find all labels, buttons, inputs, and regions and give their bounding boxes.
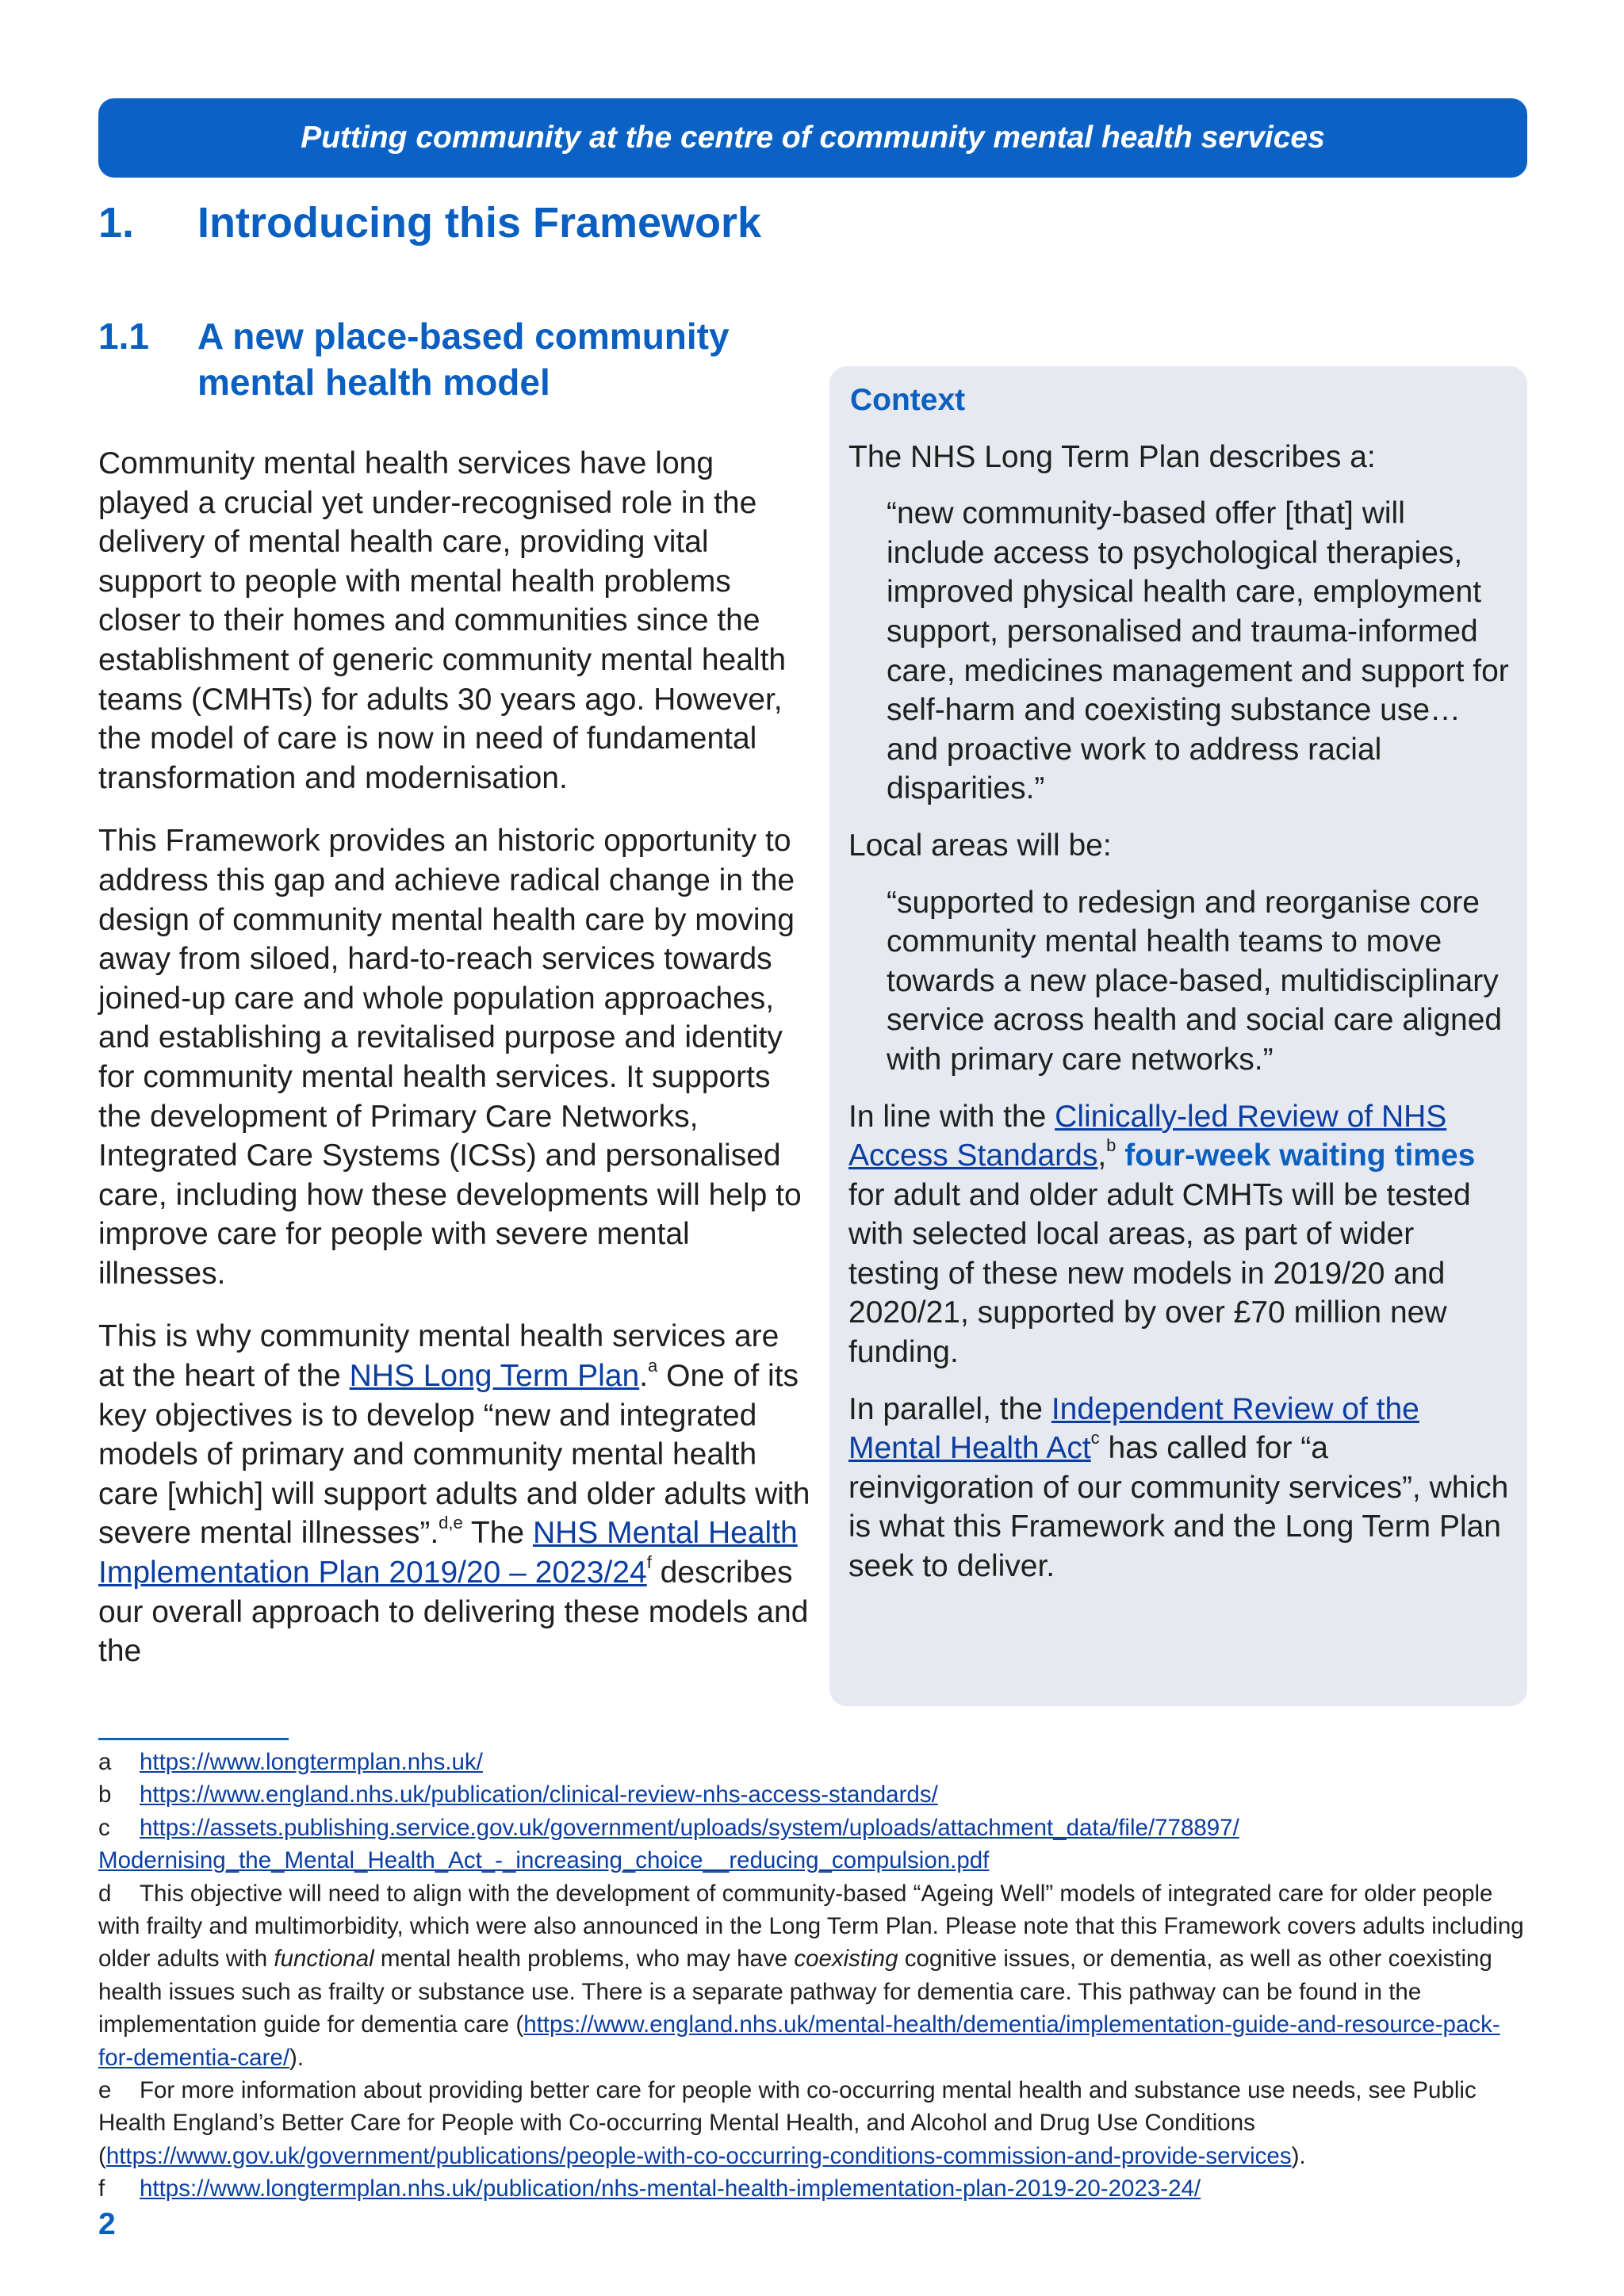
footnote-e-link[interactable]: https://www.gov.uk/government/publications/people-with-co-occurring-conditions-commission-and-provide-services — [105, 2142, 1292, 2169]
footnote-f: f https://www.longtermplan.nhs.uk/publication/nhs-mental-health-implementation-plan-2019-20-2023-24/ — [98, 2175, 1201, 2202]
footnote-e: e For more information about providing better care for people with co-occurring mental health and substance use needs, see Public Health England’s Better Care for People with Co-occurring Mental Health, and Alcohol and Drug Use Conditions (https://www.gov.uk/government/publications/people-with-co-occurring-conditions-commission-and-provide-services). — [98, 2077, 1477, 2169]
paragraph-2: This Framework provides an historic opportunity to address this gap and achieve radical change in the design of community mental health care by moving away from siloed, hard-to-reach services towards joined-up care and whole population approaches, and establishing a revitalised purpose and identity for community mental health services. It supports the development of Primary Care Networks, Integrated Care Systems (ICSs) and personalised care, including how these developments will help to improve care for people with severe mental illnesses. — [98, 824, 802, 1291]
footnote-ref-a: a — [648, 1356, 658, 1376]
nhs-long-term-plan-link[interactable]: NHS Long Term Plan — [349, 1359, 640, 1394]
header-banner — [98, 98, 1527, 178]
subsection-number: 1.1 — [98, 316, 149, 357]
context-quote-1: “new community-based offer [that] will include access to psychological therapies, improved physical health care, employment support, personalised and trauma-informed care, medicines management and support for self-harm and coexisting substance use… and proactive work to address racial disparities.” — [887, 496, 1509, 806]
footnote-a: a https://www.longtermplan.nhs.uk/ — [98, 1749, 483, 1775]
paragraph-1: Community mental health services have long played a crucial yet under-recognised role in the delivery of mental health care, providing vital support to people with mental health problems closer to their homes and communities since the establishment of generic community mental health teams (CMHTs) for adults 30 years ago. However, the model of care is now in need of fundamental transformation and modernisation. — [98, 446, 787, 795]
footnote-c-link[interactable]: https://assets.publishing.service.gov.uk/government/uploads/system/uploads/attachment_data/file/778897/ Modernising_the_Mental_Health_Act_-_increasing_choice__reducing_compulsion.pdf — [98, 1814, 1239, 1874]
context-local-areas: Local areas will be: — [848, 828, 1112, 863]
footnote-divider — [98, 1738, 289, 1740]
context-intro: The NHS Long Term Plan describes a: — [848, 439, 1376, 474]
footnotes — [98, 1746, 1534, 2206]
paragraph-3: This is why community mental health services are at the heart of the NHS Long Term Plan.$^a$ One of its key objectives is to develop “new and integrated models of primary and community mental health care [which] will support adults and older adults with severe mental illnesses”.$^{d,e}$ The NHS Mental Health Implementation Plan 2019/20 – 2023/24$^f$ describes our overall approach to delivering these models and the — [98, 1319, 810, 1669]
footnote-f-link[interactable]: https://www.longtermplan.nhs.uk/publication/nhs-mental-health-implementation-plan-2019-20-2023-24/ — [140, 2175, 1201, 2202]
section-number: 1. — [98, 199, 135, 247]
footnote-b-link[interactable]: https://www.england.nhs.uk/publication/clinical-review-nhs-access-standards/ — [140, 1781, 938, 1808]
context-box — [829, 366, 1527, 1706]
footnote-ref-c: c — [1090, 1428, 1100, 1448]
mental-health-act-review-link[interactable]: Independent Review of the Mental Health Act — [848, 1391, 1419, 1466]
mental-health-implementation-plan-link[interactable]: NHS Mental Health Implementation Plan 2019/20 – 2023/24 — [98, 1516, 798, 1590]
footnote-d-link[interactable]: https://www.england.nhs.uk/mental-health/dementia/implementation-guide-and-resource-pack-for-dementia-care/ — [98, 2011, 1500, 2071]
footnote-ref-f: f — [646, 1552, 652, 1573]
context-paragraph-3: In line with the Clinically-led Review of NHS Access Standards,$^b$ four-week waiting times for adult and older adult CMHTs will be tested with selected local areas, as part of wider testing of these new models in 2019/20 and 2020/21, supported by over £70 million new funding. — [848, 1099, 1476, 1370]
footnote-d: d This objective will need to align with the development of community-based “Ageing Well” models of integrated care for older people with frailty and multimorbidity, which were also announced in the Long Term Plan. Please note that this Framework covers adults including older adults with functional mental health problems, who may have coexisting cognitive issues, or dementia, as well as other coexisting health issues such as frailty or substance use. There is a separate pathway for dementia care. This pathway can be found in the implementation guide for dementia care (https://www.england.nhs.uk/mental-health/dementia/implementation-guide-and-resource-pack-for-dementia-care/). — [98, 1880, 1524, 2071]
context-title: Context — [850, 383, 966, 417]
access-standards-review-link[interactable]: Clinically-led Review of NHS Access Standards — [848, 1099, 1447, 1173]
section-title: Introducing this Framework — [197, 199, 762, 247]
footnote-c: c https://assets.publishing.service.gov.uk/government/uploads/system/uploads/attachment_data/file/778897/ Modernising_the_Mental_Health_Act_-_increasing_choice__reducing_compulsion.pdf — [98, 1814, 1239, 1874]
footnote-ref-de: d,e — [439, 1513, 463, 1533]
banner-title: Putting community at the centre of community mental health services — [301, 121, 1325, 155]
context-paragraph-4: In parallel, the Independent Review of the Mental Health Act$^c$ has called for “a reinvigoration of our community services”, which is what this Framework and the Long Term Plan seek to deliver. — [848, 1391, 1509, 1584]
subsection-title: A new place-based community mental health model — [197, 316, 730, 403]
page-number: 2 — [98, 2207, 116, 2241]
section-heading — [98, 198, 761, 247]
context-quote-2: “supported to redesign and reorganise core community mental health teams to move towards a new place-based, multidisciplinary service across health and social care aligned with primary care networks.” — [887, 885, 1503, 1077]
footnote-ref-b: b — [1106, 1135, 1116, 1156]
left-column — [98, 444, 812, 1695]
footnote-a-link[interactable]: https://www.longtermplan.nhs.uk/ — [140, 1749, 483, 1775]
footnote-b: b https://www.england.nhs.uk/publication/clinical-review-nhs-access-standards/ — [98, 1781, 938, 1808]
waiting-times-emphasis: four-week waiting times — [1124, 1138, 1476, 1173]
